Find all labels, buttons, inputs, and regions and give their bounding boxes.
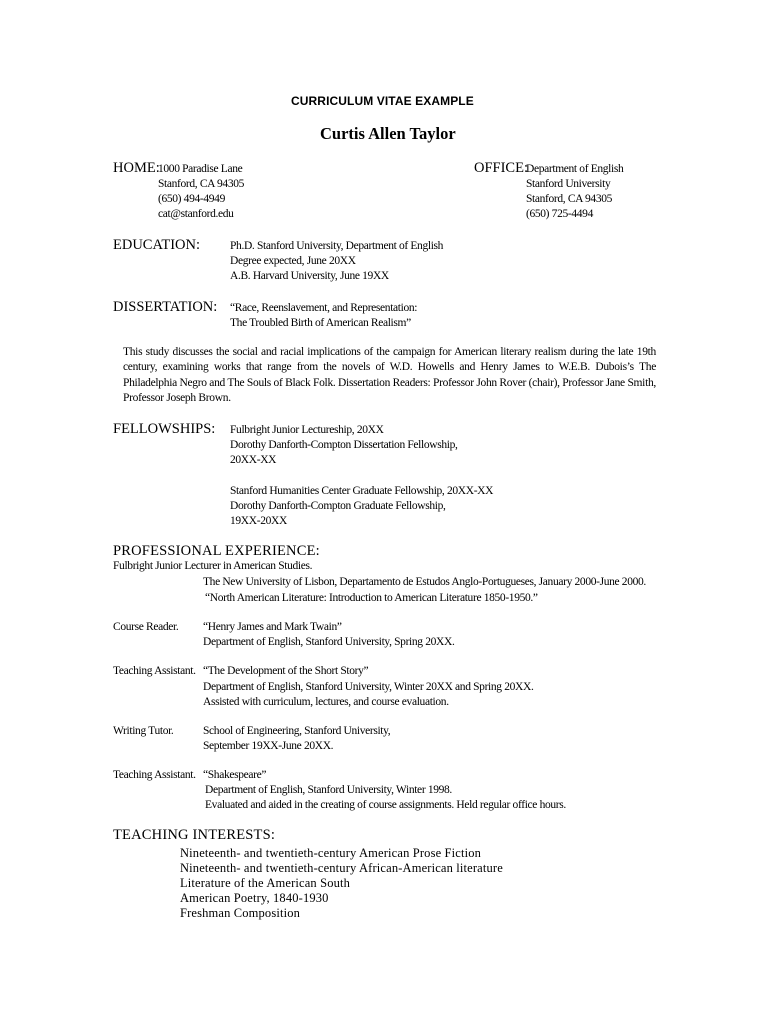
office-phone: (650) 725-4494 <box>526 208 593 220</box>
office-city: Stanford, CA 94305 <box>526 193 613 205</box>
document-title: CURRICULUM VITAE EXAMPLE <box>291 94 474 108</box>
experience-writing-tutor-place: School of Engineering, Stanford University, <box>203 725 391 737</box>
home-label: HOME: <box>113 160 160 176</box>
home-address-line-2: Stanford, CA 94305 <box>158 178 245 190</box>
office-university: Stanford University <box>526 178 611 190</box>
fellowship-danforth-graduate-years: 19XX-20XX <box>230 515 287 527</box>
education-phd: Ph.D. Stanford University, Department of English <box>230 240 444 252</box>
experience-writing-tutor-role: Writing Tutor. <box>113 725 174 737</box>
experience-course-reader-course: “Henry James and Mark Twain” <box>203 621 342 633</box>
experience-label: PROFESSIONAL EXPERIENCE: <box>113 543 320 559</box>
experience-ta1-dept: Department of English, Stanford University, Winter 20XX and Spring 20XX. <box>203 681 534 693</box>
teaching-interest-item: Nineteenth- and twentieth-century American Prose Fiction <box>180 846 482 860</box>
fellowship-humanities-center: Stanford Humanities Center Graduate Fellowship, 20XX-XX <box>230 485 494 497</box>
fellowship-danforth-dissertation: Dorothy Danforth-Compton Dissertation Fellowship, <box>230 439 458 451</box>
experience-ta2-role: Teaching Assistant. <box>113 769 196 781</box>
experience-ta2-dept: Department of English, Stanford University, Winter 1998. <box>205 784 452 796</box>
fellowship-danforth-graduate: Dorothy Danforth-Compton Graduate Fellowship, <box>230 500 446 512</box>
experience-course-reader-dept: Department of English, Stanford University, Spring 20XX. <box>203 636 455 648</box>
experience-fulbright-title: Fulbright Junior Lecturer in American Studies. <box>113 560 313 572</box>
experience-ta2-course: “Shakespeare” <box>203 769 267 781</box>
experience-fulbright-institution: The New University of Lisbon, Departamento de Estudos Anglo-Portugueses, January 2000-June 2000. <box>203 576 646 588</box>
home-address-line-1: 1000 Paradise Lane <box>158 163 243 175</box>
dissertation-title-line-2: The Troubled Birth of American Realism” <box>230 317 411 329</box>
experience-ta2-duties: Evaluated and aided in the creating of course assignments. Held regular office hours. <box>205 799 566 811</box>
experience-ta1-course: “The Development of the Short Story” <box>203 665 369 677</box>
dissertation-title-line-1: “Race, Reenslavement, and Representation: <box>230 302 418 314</box>
experience-writing-tutor-dates: September 19XX-June 20XX. <box>203 740 334 752</box>
dissertation-abstract: This study discusses the social and racial implications of the campaign for American literary realism during the late 19th century, examining works that range from the novels of W.D. Howells and Henry James to W.E.B. Dubois’s The Philadelphia Negro and The Souls of Black Folk. Dissertation Readers: Professor John Rover (chair), Professor Jane Smith, Professor Joseph Brown. <box>123 346 656 404</box>
person-name: Curtis Allen Taylor <box>320 124 456 143</box>
experience-fulbright-course: “North American Literature: Introduction to American Literature 1850-1950.” <box>205 592 538 604</box>
fellowship-fulbright: Fulbright Junior Lectureship, 20XX <box>230 424 384 436</box>
office-label: OFFICE: <box>474 160 528 176</box>
education-ab: A.B. Harvard University, June 19XX <box>230 270 389 282</box>
home-email: cat@stanford.edu <box>158 208 234 220</box>
education-label: EDUCATION: <box>113 237 200 253</box>
teaching-interest-item: Nineteenth- and twentieth-century African-American literature <box>180 861 503 875</box>
office-department: Department of English <box>526 163 624 175</box>
teaching-interest-item: Freshman Composition <box>180 906 301 920</box>
education-degree-expected: Degree expected, June 20XX <box>230 255 356 267</box>
experience-ta1-duties: Assisted with curriculum, lectures, and course evaluation. <box>203 696 449 708</box>
teaching-interest-item: Literature of the American South <box>180 876 351 890</box>
home-phone: (650) 494-4949 <box>158 193 225 205</box>
experience-course-reader-role: Course Reader. <box>113 621 179 633</box>
dissertation-label: DISSERTATION: <box>113 299 218 315</box>
teaching-interests-label: TEACHING INTERESTS: <box>113 827 276 843</box>
teaching-interest-item: American Poetry, 1840-1930 <box>180 891 329 905</box>
fellowship-danforth-dissertation-years: 20XX-XX <box>230 454 277 466</box>
fellowships-label: FELLOWSHIPS: <box>113 421 216 437</box>
experience-ta1-role: Teaching Assistant. <box>113 665 196 677</box>
